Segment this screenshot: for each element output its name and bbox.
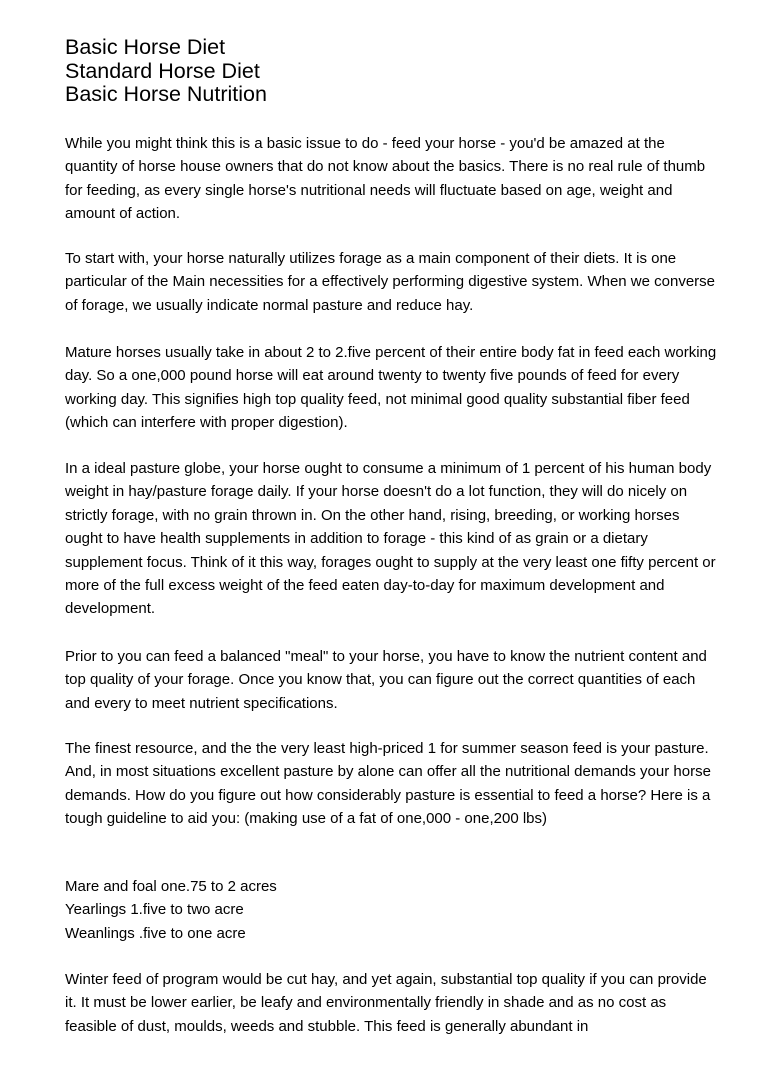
acreage-list xyxy=(65,875,720,945)
list-item: Weanlings .five to one acre xyxy=(65,924,246,942)
title-basic-horse-nutrition: Basic Horse Nutrition xyxy=(65,82,267,106)
title-block xyxy=(65,36,725,107)
paragraph-forage: To start with, your horse naturally utilizes forage as a main component of their diets. It is one particular of the Main necessities for a effectively performing digestive system. When we converse of forage, we usually indicate normal pasture and reduce hay. xyxy=(65,250,716,314)
title-standard-horse-diet: Standard Horse Diet xyxy=(65,58,260,83)
paragraph-pasture-globe: In a ideal pasture globe, your horse ought to consume a minimum of 1 percent of his human body weight in hay/pasture forage daily. If your horse doesn't do a lot function, they will do nicely on strictly forage, with no grain thrown in. On the other hand, rising, breeding, or working horses ought to have health supplements in addition to forage - this kind of as grain or a dietary supplement focus. Think of it this way, forages ought to supply at the very least one fifty percent or more of the full excess weight of the feed eaten day-to-day for maximum development and development. xyxy=(65,460,716,618)
list-item: Yearlings 1.five to two acre xyxy=(65,901,244,919)
paragraph-winter-feed: Winter feed of program would be cut hay, and yet again, substantial top quality if you can provide it. It must be lower earlier, be leafy and environmentally friendly in shade and as no cost as feasible of dust, moulds, weeds and stubble. This feed is generally abundant in xyxy=(65,971,707,1035)
paragraph-intro: While you might think this is a basic issue to do - feed your horse - you'd be amazed at the quantity of horse house owners that do not know about the basics. There is no real rule of thumb for feeding, as every single horse's nutritional needs will fluctuate based on age, weight and amount of action. xyxy=(65,135,706,223)
title-basic-horse-diet: Basic Horse Diet xyxy=(65,35,226,59)
paragraph-balanced-meal: Prior to you can feed a balanced "meal" to your horse, you have to know the nutrient content and top quality of your forage. Once you know that, you can figure out the correct quantities of each and every to meet nutrient specifications. xyxy=(65,648,707,712)
paragraph-mature-horses: Mature horses usually take in about 2 to 2.five percent of their entire body fat in feed each working day. So a one,000 pound horse will eat around twenty to twenty five pounds of feed for every working day. This signifies high top quality feed, not minimal good quality substantial fiber feed (which can interfere with proper digestion). xyxy=(65,344,717,432)
list-item: Mare and foal one.75 to 2 acres xyxy=(65,878,277,895)
paragraph-summer-feed: The finest resource, and the the very least high-priced 1 for summer season feed is your pasture. And, in most situations excellent pasture by alone can offer all the nutritional demands your horse demands. How do you figure out how considerably pasture is essential to feed a horse? Here is a tough guideline to aid you: (making use of a fat of one,000 - one,200 lbs) xyxy=(65,740,711,828)
